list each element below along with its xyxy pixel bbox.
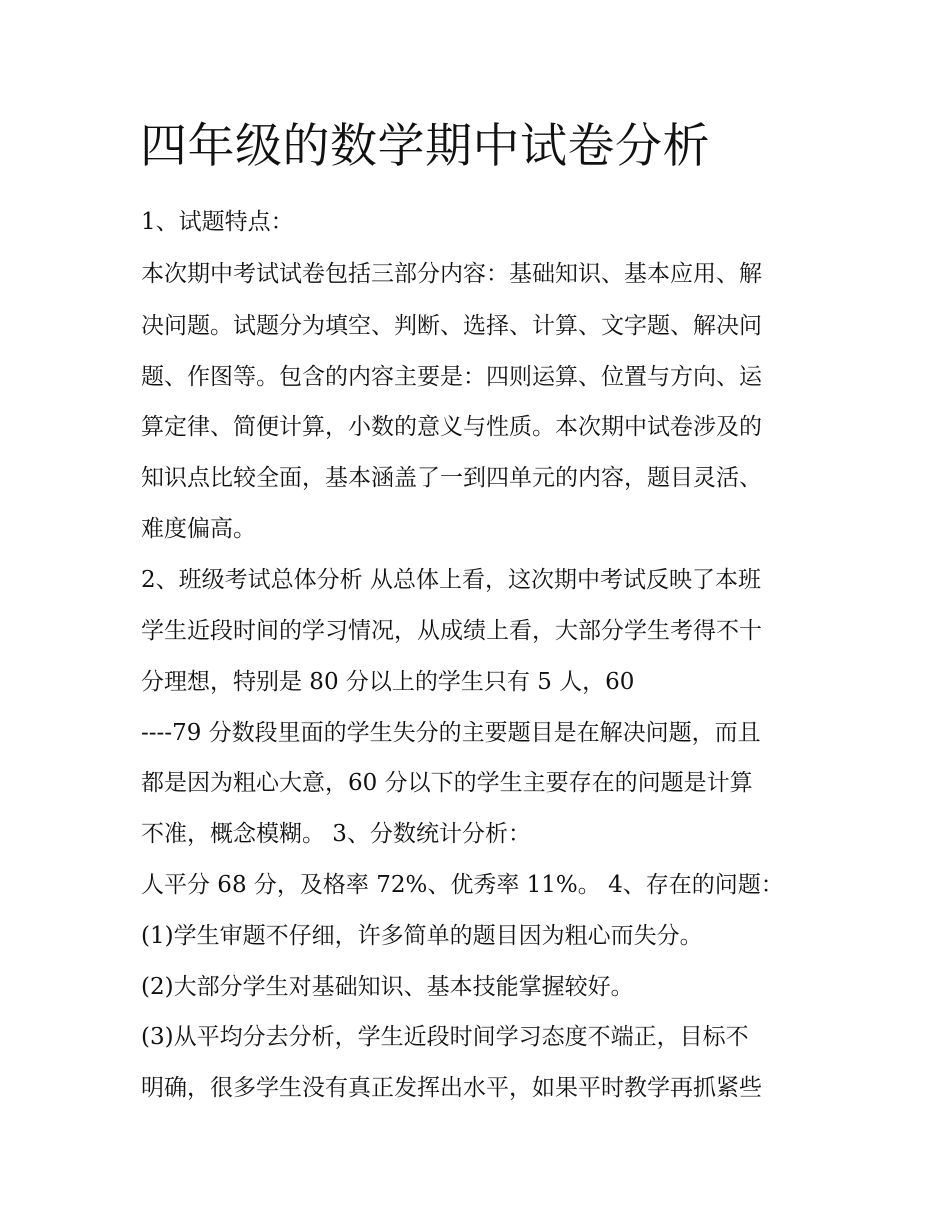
paragraph-line: 算定律、简便计算，小数的意义与性质。本次期中试卷涉及的 [141, 414, 762, 440]
list-item: (2)大部分学生对基础知识、基本技能掌握较好。 [141, 974, 634, 1000]
paragraph-line: 题、作图等。包含的内容主要是：四则运算、位置与方向、运 [141, 364, 762, 390]
heading-test-features: 1、试题特点： [141, 209, 294, 235]
paragraph-line: 决问题。试题分为填空、判断、选择、计算、文字题、解决问 [141, 313, 762, 339]
paragraph-line: ----79 分数段里面的学生失分的主要题目是在解决问题，而且 [141, 720, 761, 746]
paragraph-line: 人平分 68 分，及格率 72%、优秀率 11%。 4、存在的问题： [141, 872, 784, 898]
list-item: (3)从平均分去分析，学生近段时间学习态度不端正，目标不 [141, 1024, 749, 1050]
document-title: 四年级的数学期中试卷分析 [140, 119, 710, 174]
paragraph-line: 明确，很多学生没有真正发挥出水平，如果平时教学再抓紧些 [141, 1075, 762, 1101]
paragraph-line: 分理想，特别是 80 分以上的学生只有 5 人，60 [141, 669, 635, 695]
paragraph-line: 不准，概念模糊。 3、分数统计分析： [141, 821, 531, 847]
paragraph-line: 学生近段时间的学习情况，从成绩上看，大部分学生考得不十 [141, 618, 762, 644]
list-item: (1)学生审题不仔细，许多简单的题目因为粗心而失分。 [141, 923, 703, 949]
paragraph-line: 本次期中考试试卷包括三部分内容：基础知识、基本应用、解 [141, 261, 762, 287]
paragraph-line: 难度偏高。 [141, 516, 256, 542]
paragraph-line: 都是因为粗心大意，60 分以下的学生主要存在的问题是计算 [141, 770, 753, 796]
paragraph-line: 知识点比较全面，基本涵盖了一到四单元的内容，题目灵活、 [141, 465, 762, 491]
paragraph-line: 2、班级考试总体分析 从总体上看，这次期中考试反映了本班 [141, 567, 761, 593]
